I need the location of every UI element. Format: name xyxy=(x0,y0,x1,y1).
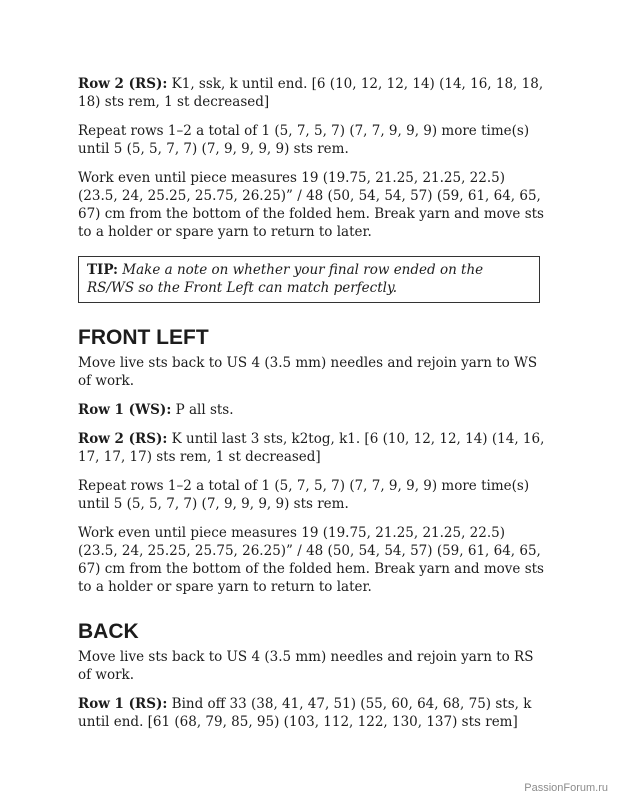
back-heading: BACK xyxy=(78,620,139,643)
repeat-paragraph: Repeat rows 1–2 a total of 1 (5, 7, 5, 7) (7, 7, 9, 9, 9) more time(s) until 5 (5, 5, 7, 7) (7, 9, 9, 9, 9) sts rem. xyxy=(78,123,530,157)
row-label: Row 1 (RS): xyxy=(78,696,168,712)
front-left-heading: FRONT LEFT xyxy=(78,326,209,349)
tip-box xyxy=(78,256,540,303)
row-instruction: P all sts. xyxy=(171,402,234,418)
row-2-rs-paragraph xyxy=(78,75,548,111)
front-left-repeat: Repeat rows 1–2 a total of 1 (5, 7, 5, 7) (7, 7, 9, 9, 9) more time(s) until 5 (5, 5, 7, 7) (7, 9, 9, 9, 9) sts rem. xyxy=(78,478,530,512)
back-intro: Move live sts back to US 4 (3.5 mm) needles and rejoin yarn to RS of work. xyxy=(78,649,534,683)
row-instruction: K1, ssk, k until end. [6 (10, 12, 12, 14) (14, 16, 18, 18, 18) sts rem, 1 st decreased] xyxy=(78,76,544,110)
row-instruction: K until last 3 sts, k2tog, k1. [6 (10, 12, 12, 14) (14, 16, 17, 17, 17) sts rem, 1 st decreased] xyxy=(78,431,545,465)
row-label: Row 2 (RS): xyxy=(78,76,168,92)
watermark: PassionForum.ru xyxy=(524,782,608,794)
tip-text xyxy=(87,261,530,297)
tip-body: Make a note on whether your final row ended on the RS/WS so the Front Left can match perfectly. xyxy=(87,262,484,296)
row-label: Row 2 (RS): xyxy=(78,431,168,447)
front-left-row-1 xyxy=(78,401,548,419)
back-row-1 xyxy=(78,695,548,731)
row-label: Row 1 (WS): xyxy=(78,402,172,418)
work-even-paragraph: Work even until piece measures 19 (19.75, 21.25, 21.25, 22.5) (23.5, 24, 25.25, 25.75, 26.25)” / 48 (50, 54, 54, 57) (59, 61, 64, 65, 67) cm from the bottom of the folded hem. Break yarn and move sts to a holder or spare yarn to return to later. xyxy=(78,170,544,240)
front-left-work-even: Work even until piece measures 19 (19.75, 21.25, 21.25, 22.5) (23.5, 24, 25.25, 25.75, 26.25)” / 48 (50, 54, 54, 57) (59, 61, 64, 65, 67) cm from the bottom of the folded hem. Break yarn and move sts to a holder or spare yarn to return to later. xyxy=(78,525,544,595)
pattern-page xyxy=(78,70,548,731)
tip-label: TIP: xyxy=(87,262,119,278)
front-left-intro: Move live sts back to US 4 (3.5 mm) needles and rejoin yarn to WS of work. xyxy=(78,355,538,389)
row-instruction: Bind off 33 (38, 41, 47, 51) (55, 60, 64, 68, 75) sts, k until end. [61 (68, 79, 85, 95) (103, 112, 122, 130, 137) sts rem] xyxy=(78,696,532,730)
front-left-row-2 xyxy=(78,430,548,466)
